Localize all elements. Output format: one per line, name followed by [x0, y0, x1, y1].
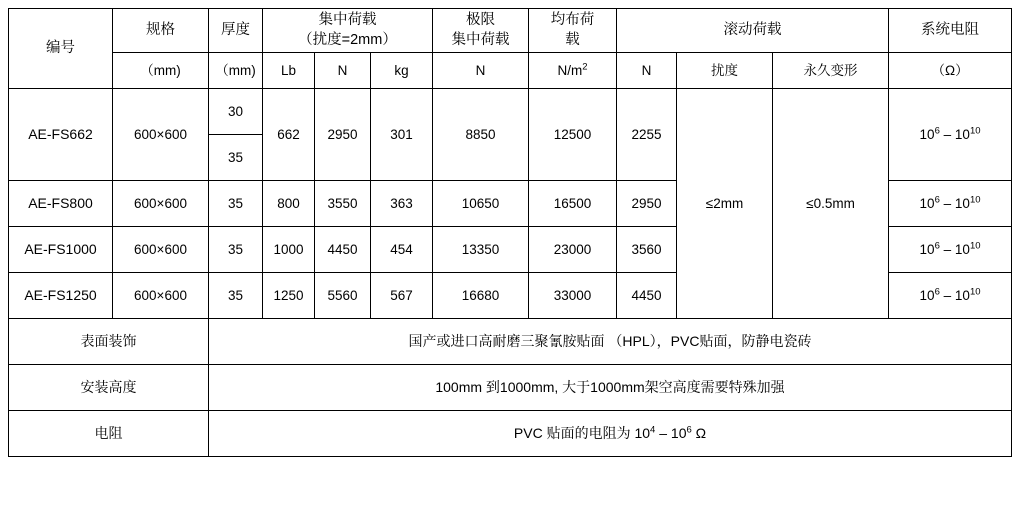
- note-value: [209, 411, 1012, 457]
- resistance-dash: –: [943, 126, 952, 142]
- resistance-exp-1: 6: [934, 125, 940, 137]
- header-concentrated-load-line1: 集中荷载: [318, 12, 377, 28]
- cell-thickness: 35: [209, 273, 263, 319]
- product-spec-table: [8, 8, 1012, 457]
- header-ultimate-unit: N: [433, 53, 529, 89]
- resistance-base-2: 10: [954, 126, 970, 142]
- header-permanent-deformation: 永久变形: [773, 53, 889, 89]
- note-value: 100mm 到1000mm, 大于1000mm架空高度需要特殊加强: [209, 365, 1012, 411]
- note-row-surface-decoration: [9, 319, 1012, 365]
- header-spec: 规格: [113, 9, 209, 53]
- cell-lb: 800: [263, 181, 315, 227]
- header-code: 编号: [9, 9, 113, 89]
- cell-rolling-n: 2950: [617, 181, 677, 227]
- cell-code: AE-FS1250: [9, 273, 113, 319]
- table-header-row-2: [9, 53, 1012, 89]
- cell-uniform: 16500: [529, 181, 617, 227]
- resistance-exp-1: 6: [934, 194, 940, 206]
- header-uniform-unit-exponent: 2: [582, 61, 588, 73]
- note-label: 电阻: [9, 411, 209, 457]
- cell-n: 4450: [315, 227, 371, 273]
- cell-ultimate: 8850: [433, 89, 529, 181]
- cell-thickness: 35: [209, 181, 263, 227]
- resistance-base-1: 10: [919, 287, 935, 303]
- cell-ultimate: 16680: [433, 273, 529, 319]
- resistance-exp-1: 6: [934, 286, 940, 298]
- resistance-note-exp-1: 4: [650, 424, 656, 436]
- resistance-exp-2: 10: [969, 286, 981, 298]
- cell-ultimate: 10650: [433, 181, 529, 227]
- header-uniform-load: [529, 9, 617, 53]
- header-uniform-load-line2: 载: [565, 31, 580, 48]
- cell-resistance: [889, 181, 1012, 227]
- header-n: N: [315, 53, 371, 89]
- cell-spec: 600×600: [113, 273, 209, 319]
- cell-n: 5560: [315, 273, 371, 319]
- header-concentrated-load-line2: （扰度=2mm）: [298, 31, 397, 48]
- resistance-note-suffix: Ω: [695, 425, 707, 442]
- header-thickness: 厚度: [209, 9, 263, 53]
- cell-thickness: 35: [209, 227, 263, 273]
- cell-thickness: 35: [209, 135, 263, 181]
- cell-kg: 454: [371, 227, 433, 273]
- resistance-exp-2: 10: [969, 240, 981, 252]
- table-header-row-1: [9, 9, 1012, 53]
- note-label: 表面装饰: [9, 319, 209, 365]
- resistance-exp-2: 10: [969, 125, 981, 137]
- cell-kg: 567: [371, 273, 433, 319]
- resistance-note-dash: –: [659, 425, 668, 442]
- resistance-dash: –: [943, 195, 952, 211]
- resistance-base-2: 10: [954, 287, 970, 303]
- resistance-note-prefix: PVC 贴面的电阻为 10: [513, 425, 651, 442]
- cell-kg: 301: [371, 89, 433, 181]
- cell-rolling-n: 3560: [617, 227, 677, 273]
- cell-n: 3550: [315, 181, 371, 227]
- header-uniform-load-line1: 均布荷: [550, 12, 595, 28]
- cell-lb: 662: [263, 89, 315, 181]
- resistance-base-2: 10: [954, 195, 970, 211]
- resistance-note-mid: 10: [670, 425, 687, 442]
- cell-uniform: 33000: [529, 273, 617, 319]
- resistance-note-exp-2: 6: [686, 424, 692, 436]
- header-rolling-load: 滚动荷载: [617, 9, 889, 53]
- cell-thickness: 30: [209, 89, 263, 135]
- header-thickness-unit: （mm): [209, 53, 263, 89]
- cell-kg: 363: [371, 181, 433, 227]
- resistance-base-2: 10: [954, 241, 970, 257]
- cell-uniform: 12500: [529, 89, 617, 181]
- header-ultimate-load-line1: 极限: [466, 12, 495, 28]
- cell-code: AE-FS800: [9, 181, 113, 227]
- cell-code: AE-FS662: [9, 89, 113, 181]
- header-ultimate-load: [433, 9, 529, 53]
- resistance-dash: –: [943, 287, 952, 303]
- header-concentrated-load: [263, 9, 433, 53]
- cell-uniform: 23000: [529, 227, 617, 273]
- cell-code: AE-FS1000: [9, 227, 113, 273]
- note-value: 国产或进口高耐磨三聚氰胺贴面 （HPL），PVC贴面，防静电瓷砖: [209, 319, 1012, 365]
- header-ultimate-load-line2: 集中荷载: [451, 31, 510, 48]
- cell-rolling-permanent: ≤0.5mm: [773, 89, 889, 319]
- header-rolling-n: N: [617, 53, 677, 89]
- resistance-dash: –: [943, 241, 952, 257]
- header-lb: Lb: [263, 53, 315, 89]
- header-spec-unit: （mm): [113, 53, 209, 89]
- resistance-base-1: 10: [919, 241, 935, 257]
- header-kg: kg: [371, 53, 433, 89]
- note-row-resistance: [9, 411, 1012, 457]
- header-uniform-unit-base: N/m: [557, 62, 583, 78]
- resistance-exp-2: 10: [969, 194, 981, 206]
- cell-n: 2950: [315, 89, 371, 181]
- header-resistance-unit: （Ω）: [889, 53, 1012, 89]
- resistance-base-1: 10: [919, 195, 935, 211]
- cell-ultimate: 13350: [433, 227, 529, 273]
- resistance-base-1: 10: [919, 126, 935, 142]
- cell-lb: 1250: [263, 273, 315, 319]
- cell-spec: 600×600: [113, 227, 209, 273]
- table-row: [9, 89, 1012, 135]
- cell-resistance: [889, 273, 1012, 319]
- cell-resistance: [889, 227, 1012, 273]
- cell-rolling-n: 4450: [617, 273, 677, 319]
- header-system-resistance: 系统电阻: [889, 9, 1012, 53]
- cell-spec: 600×600: [113, 89, 209, 181]
- cell-lb: 1000: [263, 227, 315, 273]
- spec-table-page: [0, 8, 1019, 512]
- header-uniform-unit: [529, 53, 617, 89]
- cell-resistance: [889, 89, 1012, 181]
- cell-rolling-n: 2255: [617, 89, 677, 181]
- note-row-installation-height: [9, 365, 1012, 411]
- note-label: 安装高度: [9, 365, 209, 411]
- cell-rolling-deflection: ≤2mm: [677, 89, 773, 319]
- cell-spec: 600×600: [113, 181, 209, 227]
- resistance-exp-1: 6: [934, 240, 940, 252]
- header-deflection: 扰度: [677, 53, 773, 89]
